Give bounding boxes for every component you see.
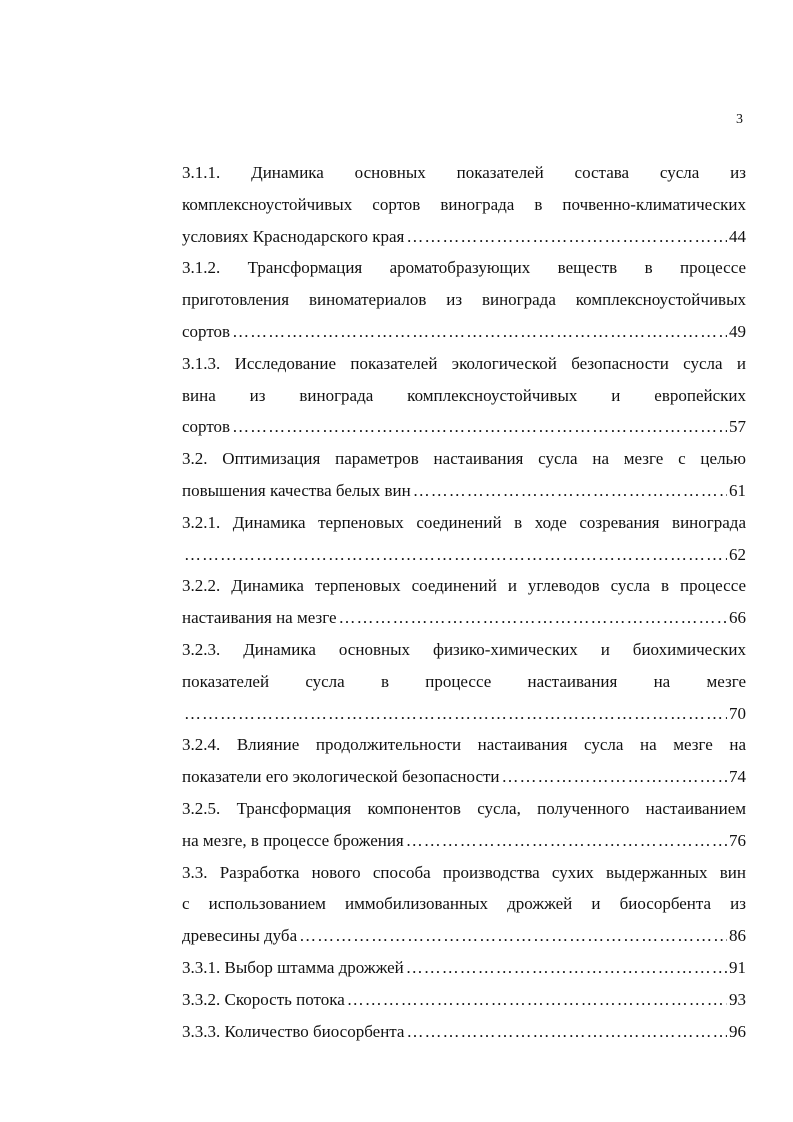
toc-entry (182, 443, 746, 507)
toc-entry-title-end: древесины дуба (182, 926, 298, 946)
toc-entry-leader-line (182, 1016, 746, 1048)
toc-entry-title-end: повышения качества белых вин (182, 480, 411, 500)
dot-leader (406, 1016, 727, 1048)
toc-entry-title-end: на мезге, в процессе брожения (182, 830, 404, 850)
toc-page-number: 93 (729, 989, 746, 1009)
toc-entry-line: 3.2.2. Динамика терпеновых соединений и углеводов сусла в процессе (182, 576, 746, 596)
toc-entry (182, 507, 746, 571)
toc-entry (182, 348, 746, 443)
toc-entry-line: 3.2.4. Влияние продолжительности настаивания сусла на мезге на (182, 735, 746, 755)
toc-page-number: 49 (729, 321, 746, 341)
dot-leader (184, 698, 727, 730)
toc-entry-line: приготовления виноматериалов из винограда комплексноустойчивых (182, 290, 746, 310)
toc-entry-line: 3.1.2. Трансформация ароматобразующих веществ в процессе (182, 258, 746, 278)
toc-entry (182, 1016, 746, 1048)
toc-page-number: 91 (729, 957, 746, 977)
toc-entry (182, 793, 746, 857)
table-of-contents (182, 157, 746, 1047)
dot-leader (299, 920, 727, 952)
toc-entry-leader-line (182, 920, 746, 952)
dot-leader (406, 221, 727, 253)
toc-entry-title-end: условиях Краснодарского края (182, 226, 405, 246)
toc-entry-leader-line (182, 602, 746, 634)
toc-entry-title-end: 3.3.3. Количество биосорбента (182, 1021, 405, 1041)
toc-entry-leader-line (182, 316, 746, 348)
toc-entry-line: 3.2.1. Динамика терпеновых соединений в ходе созревания винограда (182, 512, 746, 532)
toc-entry (182, 857, 746, 952)
toc-page-number: 70 (729, 703, 746, 723)
dot-leader (413, 475, 727, 507)
toc-entry-title-end: 3.3.2. Скорость потока (182, 989, 345, 1009)
toc-entry-leader-line (182, 984, 746, 1016)
toc-page-number: 62 (729, 544, 746, 564)
toc-entry (182, 252, 746, 347)
toc-entry-leader-line (182, 761, 746, 793)
toc-entry-leader-line (182, 539, 746, 571)
toc-entry-title-end: настаивания на мезге (182, 608, 337, 628)
toc-entry-leader-line (182, 698, 746, 730)
toc-entry-line: 3.1.1. Динамика основных показателей состава сусла из (182, 163, 746, 182)
toc-entry-title-end: сортов (182, 417, 231, 437)
dot-leader (406, 825, 727, 857)
toc-entry (182, 570, 746, 634)
dot-leader (232, 316, 727, 348)
toc-entry-line: 3.2. Оптимизация параметров настаивания сусла на мезге с целью (182, 449, 746, 469)
toc-entry (182, 634, 746, 729)
toc-entry-line: 3.3. Разработка нового способа производства сухих выдержанных вин (182, 862, 746, 882)
toc-entry (182, 984, 746, 1016)
toc-entry-line: вина из винограда комплексноустойчивых и европейских (182, 385, 746, 405)
dot-leader (339, 602, 728, 634)
toc-entry-title-end: сортов (182, 321, 231, 341)
toc-entry-line: 3.2.3. Динамика основных физико-химических и биохимических (182, 639, 746, 659)
toc-entry-leader-line (182, 952, 746, 984)
toc-entry-leader-line (182, 221, 746, 253)
toc-entry-line: комплексноустойчивых сортов винограда в почвенно-климатических (182, 194, 746, 214)
toc-entry-title-end: показатели его экологической безопасности (182, 767, 500, 787)
toc-page-number: 86 (729, 926, 746, 946)
toc-entry (182, 729, 746, 793)
toc-entry-line: 3.2.5. Трансформация компонентов сусла, полученного настаиванием (182, 798, 746, 818)
toc-page-number: 76 (729, 830, 746, 850)
toc-entry-line: 3.1.3. Исследование показателей экологической безопасности сусла и (182, 353, 746, 373)
toc-page-number: 61 (729, 480, 746, 500)
toc-entry-title-end: 3.3.1. Выбор штамма дрожжей (182, 957, 404, 977)
toc-entry-line: показателей сусла в процессе настаивания на мезге (182, 671, 746, 691)
dot-leader (502, 761, 727, 793)
toc-page-number: 44 (729, 226, 746, 246)
toc-entry-leader-line (182, 825, 746, 857)
toc-page-number: 57 (729, 417, 746, 437)
toc-entry (182, 952, 746, 984)
toc-entry-leader-line (182, 411, 746, 443)
page-number: 3 (736, 112, 743, 127)
toc-page-number: 66 (729, 608, 746, 628)
toc-entry (182, 157, 746, 252)
toc-page-number: 74 (729, 767, 746, 787)
dot-leader (347, 984, 727, 1016)
dot-leader (232, 411, 727, 443)
toc-page-number: 96 (729, 1021, 746, 1041)
toc-entry-leader-line (182, 475, 746, 507)
dot-leader (406, 952, 727, 984)
toc-entry-line: с использованием иммобилизованных дрожжей и биосорбента из (182, 894, 746, 914)
dot-leader (184, 539, 727, 571)
